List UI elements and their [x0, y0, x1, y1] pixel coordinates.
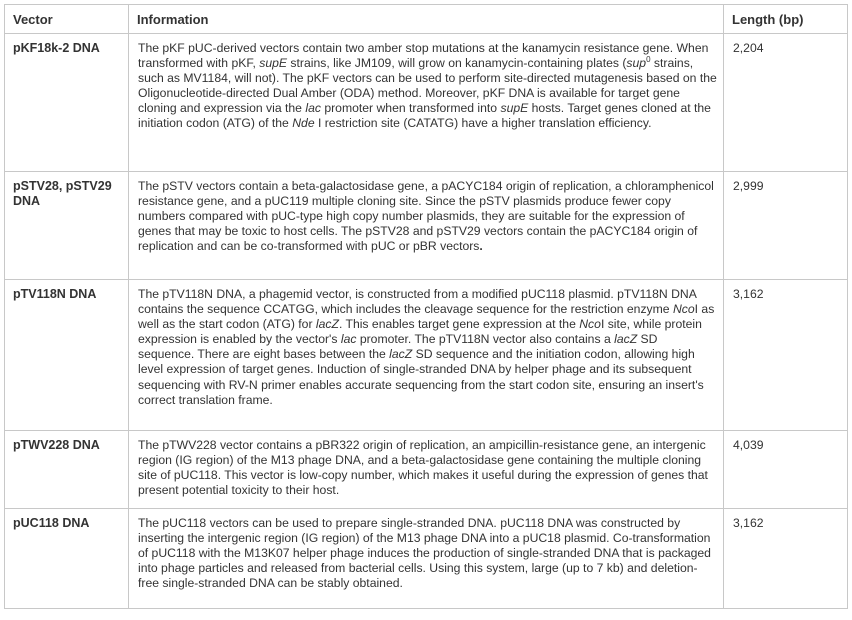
information-text: The pSTV vectors contain a beta-galactosidase gene, a pACYC184 origin of replication, a chloramphenicol resistance gene, and a pUC119 multiple cloning site. Since the pSTV plasmids produce fewer copy numbers compared with pUC-type high copy number plasmids, they are suitable for the expression of genes that may be toxic to host cells. The pSTV28 and pSTV29 vectors contain the pACYC184 origin of replication and can be co-transformed with pUC or pBR vectors — [138, 179, 714, 254]
table-row — [5, 34, 848, 172]
length-cell: 4,039 — [724, 431, 848, 509]
information-text: I restriction site (CATATG) have a higher translation efficiency. — [314, 116, 652, 131]
table-row — [5, 431, 848, 509]
information-cell — [129, 172, 724, 280]
information-text: SD sequence. There are eight bases between the — [138, 332, 658, 362]
vector-name-cell: pSTV28, pSTV29 DNA — [5, 172, 129, 280]
vector-table — [4, 4, 848, 609]
header-length: Length (bp) — [724, 5, 848, 34]
italic-term: lac — [305, 101, 321, 116]
information-cell — [129, 280, 724, 431]
information-cell — [129, 509, 724, 609]
header-vector: Vector — [5, 5, 129, 34]
information-text: The pUC118 vectors can be used to prepare single-stranded DNA. pUC118 DNA was constructed by inserting the intergenic region (IG region) of the M13 phage DNA into a pUC18 plasmid. Co-transformation of pUC118 with the M13K07 helper phage induces the production of single-stranded DNA that is packaged into phage particles and released from bacterial cells. Using this system, large (up to 7 kb) and deletion-free single-stranded DNA can be stably obtained. — [138, 516, 711, 591]
information-text: . This enables target gene expression at the — [338, 317, 580, 332]
italic-term: lacZ — [315, 317, 339, 332]
italic-term: Nco — [672, 302, 695, 317]
italic-term: sup — [626, 56, 647, 71]
vector-name-cell: pUC118 DNA — [5, 509, 129, 609]
information-text: The pTWV228 vector contains a pBR322 origin of replication, an ampicillin-resistance gene, an intergenic region (IG region) of the M13 phage DNA, and a beta-galactosidase gene containing the multiple cloning site of pUC118. This vector is low-copy number, which makes it useful during the expression of genes that present potential toxicity to their host. — [138, 438, 708, 498]
information-text: strains, like JM109, will grow on kanamycin-containing plates ( — [287, 56, 627, 71]
information-text: SD sequence and the initiation codon, allowing high level expression of target genes. Induction of single-stranded DNA by helper phage and its subsequent sequencing with RV-N primer enables accurate sequencing from the start codon site, ensuring an insert's correct translation frame. — [138, 347, 704, 407]
italic-term: lacZ — [389, 347, 413, 362]
information-text: I site, while protein expression is enabled by the vector's — [138, 317, 702, 347]
information-text: The pTV118N DNA, a phagemid vector, is constructed from a modified pUC118 plasmid. pTV118N DNA contains the sequence CCATGG, which includes the cleavage sequence for the restriction enzyme — [138, 287, 697, 317]
italic-term: Nde — [292, 116, 315, 131]
italic-term: lacZ — [614, 332, 638, 347]
information-text: The pKF pUC-derived vectors contain two amber stop mutations at the kanamycin resistance gene. When transformed with pKF, — [138, 41, 709, 71]
table-row — [5, 509, 848, 609]
length-cell: 2,999 — [724, 172, 848, 280]
italic-term: supE — [500, 101, 529, 116]
italic-term: Nco — [579, 317, 601, 332]
table-header-row — [5, 5, 848, 34]
information-cell — [129, 431, 724, 509]
information-text: promoter when transformed into — [320, 101, 501, 116]
length-cell: 3,162 — [724, 280, 848, 431]
header-information: Information — [129, 5, 724, 34]
table-row — [5, 280, 848, 431]
vector-name-cell: pTV118N DNA — [5, 280, 129, 431]
information-text: I as well as the start codon (ATG) for — [138, 302, 715, 332]
information-text: hosts. Target genes cloned at the initiation codon (ATG) of the — [138, 101, 711, 131]
italic-term: lac — [340, 332, 357, 347]
information-text: strains, such as MV1184, will not). The pKF vectors can be used to perform site-directed mutagenesis based on the Oligonucleotide-directed Dual Amber (ODA) method. Moreover, pKF DNA is available for target gene cloning and expression via the — [138, 56, 717, 116]
information-text: promoter. The pTV118N vector also contains a — [356, 332, 615, 347]
length-cell: 3,162 — [724, 509, 848, 609]
table-row — [5, 172, 848, 280]
length-cell: 2,204 — [724, 34, 848, 172]
vector-name-cell: pTWV228 DNA — [5, 431, 129, 509]
information-text: . — [479, 239, 483, 254]
information-cell — [129, 34, 724, 172]
vector-name-cell: pKF18k-2 DNA — [5, 34, 129, 172]
italic-term: supE — [259, 56, 288, 71]
information-text: 0 — [646, 55, 651, 65]
